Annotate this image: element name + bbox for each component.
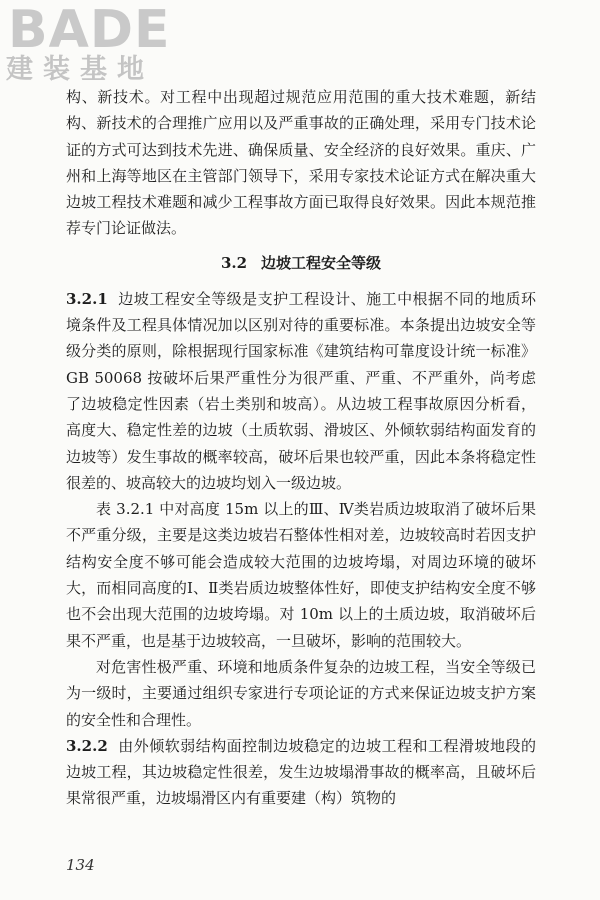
clause-number: 3.2.1	[66, 289, 108, 308]
logo-subtitle: 建装基地	[6, 54, 154, 85]
clause-3-2-1	[66, 286, 536, 496]
section-heading	[66, 250, 536, 276]
clause-text: 边坡工程安全等级是支护工程设计、施工中根据不同的地质环境条件及工程具体情况加以区别对待的重要标准。本条提出边坡安全等级分类的原则，除根据现行国家标准《建筑结构可靠度设计统一标准》GB 50068 按破坏后果严重性分为很严重、严重、不严重外，尚考虑了边坡稳定性因素（岩土类别和坡高）。从边坡工程事故原因分析看，高度大、稳定性差的边坡（土质软弱、滑坡区、外倾软弱结构面发育的边坡等）发生事故的概率较高，破坏后果也较严重，因此本条将稳定性很差的、坡高较大的边坡均划入一级边坡。	[66, 289, 536, 492]
clause-3-2-1-paragraph-3: 对危害性极严重、环境和地质条件复杂的边坡工程，当安全等级已为一级时，主要通过组织专家进行专项论证的方式来保证边坡支护方案的安全性和合理性。	[66, 657, 536, 729]
section-number: 3.2	[220, 253, 248, 272]
clause-text: 由外倾软弱结构面控制边坡稳定的边坡工程和工程滑坡地段的边坡工程，其边坡稳定性很差，发生边坡塌滑事故的概率高，且破坏后果常很严重，边坡塌滑区内有重要建（构）筑物的	[66, 736, 536, 808]
watermark-logo	[6, 2, 186, 94]
section-title: 边坡工程安全等级	[261, 253, 382, 272]
clause-3-2-2	[66, 733, 536, 812]
clause-number: 3.2.2	[66, 736, 108, 755]
paragraph-continued: 构、新技术。对工程中出现超过规范应用范围的重大技术难题，新结构、新技术的合理推广应用以及严重事故的正确处理，采用专门技术论证的方式可达到技术先进、确保质量、安全经济的良好效果。重庆、广州和上海等地区在主管部门领导下，采用专家技术论证方式在解决重大边坡工程技术难题和减少工程事故方面已取得良好效果。因此本规范推荐专门论证做法。	[66, 88, 536, 238]
logo-brand: BADE	[8, 0, 171, 60]
page-body	[66, 84, 536, 812]
page-number: 134	[66, 856, 95, 874]
clause-3-2-1-paragraph-2: 表 3.2.1 中对高度 15m 以上的Ⅲ、Ⅳ类岩质边坡取消了破坏后果不严重分级，主要是这类边坡岩石整体性相对差，边坡较高时若因支护结构安全度不够可能会造成较大范围的边坡垮塌，对周边环境的破坏大，而相同高度的Ⅰ、Ⅱ类岩质边坡整体性好，即使支护结构安全度不够也不会出现大范围的边坡垮塌。对 10m 以上的土质边坡，取消破坏后果不严重，也是基于边坡较高，一旦破坏，影响的范围较大。	[66, 500, 536, 650]
